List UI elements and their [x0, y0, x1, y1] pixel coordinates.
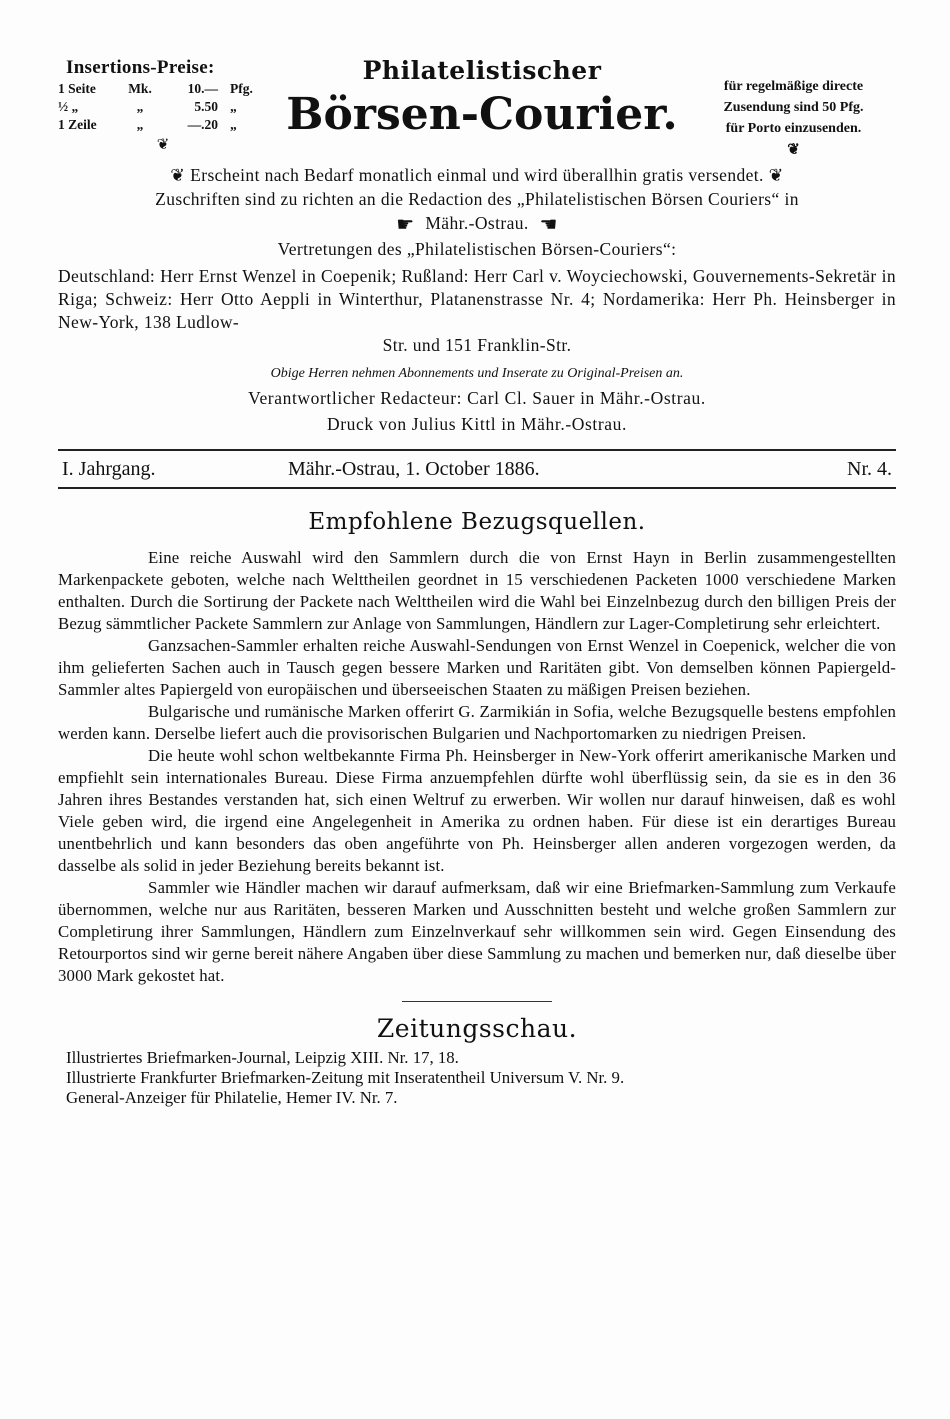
pointing-hand-right-icon: ☛: [396, 214, 415, 236]
place-date: Mähr.-Ostrau, 1. October 1886.: [288, 457, 540, 480]
price-row: [58, 116, 273, 134]
printer-line: Druck von Julius Kittl in Mähr.-Ostrau.: [327, 414, 627, 434]
porto-line: für Porto einzusenden.: [725, 121, 862, 136]
insertion-prices: [58, 56, 273, 154]
correspondence-city-line: [58, 211, 896, 237]
porto-note: [691, 56, 896, 159]
insertion-prices-title: Insertions-Preise:: [66, 57, 215, 78]
price-currency: Mk.: [128, 81, 152, 96]
volume-label: I. Jahrgang.: [62, 457, 156, 480]
pointing-hand-left-icon: ☚: [539, 214, 558, 236]
price-unit: „: [230, 117, 237, 132]
price-amount: —.20: [187, 117, 218, 132]
correspondence-line: Zuschriften sind zu richten an die Redaction des „Philatelistischen Börsen Couriers“ in: [155, 189, 799, 209]
review-entry: General-Anzeiger für Philatelie, Hemer IV. Nr. 7.: [66, 1088, 398, 1107]
price-qty: 1 Seite: [58, 81, 96, 96]
price-currency: „: [136, 117, 144, 132]
section-title: Empfohlene Bezugsquellen.: [308, 509, 646, 535]
article-paragraph: Ganzsachen-Sammler erhalten reiche Auswahl-Sendungen von Ernst Wenzel in Coepenick, welcher die von ihm gelieferten Sachen auch in Tausch gegen bessere Marken und Raritäten gibt. Von demselben können Papiergeld-Sammler altes Papiergeld von europäischen und überseeischen Staaten zu mäßigen Preisen beziehen.: [58, 636, 896, 699]
section-title: Zeitungsschau.: [376, 1014, 578, 1043]
representatives-text-end: Str. und 151 Franklin-Str.: [382, 335, 572, 355]
fleuron-icon: ❦: [170, 165, 186, 185]
price-qty: ½ „: [58, 99, 79, 114]
price-currency: „: [136, 99, 144, 114]
title-small: Philatelistischer: [362, 56, 602, 85]
masthead: [58, 56, 896, 159]
title-large: Börsen-Courier.: [286, 89, 678, 140]
review-entry: Illustriertes Briefmarken-Journal, Leipzig XIII. Nr. 17, 18.: [66, 1048, 459, 1067]
newspaper-title: [281, 56, 683, 144]
appearance-text: Erscheint nach Bedarf monatlich einmal und wird überallhin gratis versendet.: [190, 165, 764, 185]
representatives-heading: Vertretungen des „Philatelistischen Börsen-Couriers“:: [277, 239, 677, 259]
editor-line: Verantwortlicher Redacteur: Carl Cl. Sauer in Mähr.-Ostrau.: [248, 388, 706, 408]
newspaper-page: [58, 0, 896, 1108]
price-amount: 5.50: [194, 99, 218, 114]
price-amount: 10.—: [187, 81, 218, 96]
price-row: [58, 80, 273, 98]
representatives-text: Deutschland: Herr Ernst Wenzel in Coepenik; Rußland: Herr Carl v. Woyciechowski, Gouvernements-Sekretär in Riga; Schweiz: Herr Otto Aeppli in Winterthur, Platanenstrasse Nr. 4; Nordamerika: Herr Ph. Heinsberger in New-York, 138 Ludlow-: [58, 266, 896, 332]
subscription-note: Obige Herren nehmen Abonnements und Inserate zu Original-Preisen an.: [270, 366, 684, 381]
article-paragraph: Bulgarische und rumänische Marken offerirt G. Zarmikián in Sofia, welche Bezugsquelle bestens empfohlen werden kann. Derselbe liefert auch die provisorischen Bulgarien und Nachportomarken zu niedrigen Preisen.: [58, 702, 896, 743]
article-paragraph: Eine reiche Auswahl wird den Sammlern durch die von Ernst Hayn in Berlin zusammengestellten Markenpackete geboten, welche nach Welttheilen geordnet in 15 verschiedenen Packeten 1000 verschiedene Marken enthalten. Durch die Sortirung der Packete nach Welttheilen wird die Wahl bei Einzelnbezug durch den billigen Preis der Bezug sämmtlicher Packete Sammlern zur Anlage von Sammlungen, Händlern zur Lager-Completirung sehr erleichtert.: [58, 548, 896, 633]
fleuron-icon: ❦: [156, 137, 170, 153]
price-unit: „: [230, 99, 237, 114]
section-divider: [402, 1001, 552, 1002]
porto-line: Zusendung sind 50 Pfg.: [723, 100, 864, 115]
price-row: [58, 98, 273, 116]
review-entry: Illustrierte Frankfurter Briefmarken-Zeitung mit Inseratentheil Universum V. Nr. 9.: [66, 1068, 625, 1087]
article-paragraph: Sammler wie Händler machen wir darauf aufmerksam, daß wir eine Briefmarken-Sammlung zum Verkaufe übernommen, welche nur aus Raritäten, besseren Marken und Ausschnitten besteht und welche großen Sammlern zur Completirung ihrer Sammlungen, Händlern zum Einzelnverkauf sehr willkommen sein wird. Gegen Einsendung des Retourportos sind wir gerne bereit nähere Angaben über diese Sammlung zu machen und bemerken nur, daß dieselbe über 3000 Mark gekostet hat.: [58, 878, 896, 985]
section-press-review: [58, 1014, 896, 1108]
issue-bar: [58, 449, 896, 489]
fleuron-icon: ❦: [787, 142, 800, 158]
correspondence-city: Mähr.-Ostrau.: [425, 213, 529, 233]
article-paragraph: Die heute wohl schon weltbekannte Firma Ph. Heinsberger in New-York offerirt amerikanische Marken und empfiehlt sein internationales Bureau. Diese Firma anzuempfehlen dürfte wohl überflüssig sein, da sie es in den 36 Jahren ihres Bestandes verstanden hat, sich einen Weltruf zu erwerben. Wir wollen nur darauf hinweisen, daß es wohl Viele geben wird, die irgend eine Angelegenheit in Amerika zu ordnen haben. Für diese ist ein derartiges Bureau unentbehrlich und kann besonders das oben angeführte von Ph. Heinsberger allen anderen vorgezogen werden, da dasselbe als solid in jeder Beziehung bereits bekannt ist.: [58, 746, 896, 875]
porto-line: für regelmäßige directe: [723, 79, 864, 94]
issue-number: Nr. 4.: [847, 457, 892, 480]
price-qty: 1 Zeile: [58, 117, 97, 132]
price-unit: Pfg.: [230, 81, 253, 96]
section-recommended-sources: [58, 507, 896, 987]
publication-info: [58, 163, 896, 261]
fleuron-icon: ❦: [768, 165, 784, 185]
appearance-line: [58, 163, 896, 187]
